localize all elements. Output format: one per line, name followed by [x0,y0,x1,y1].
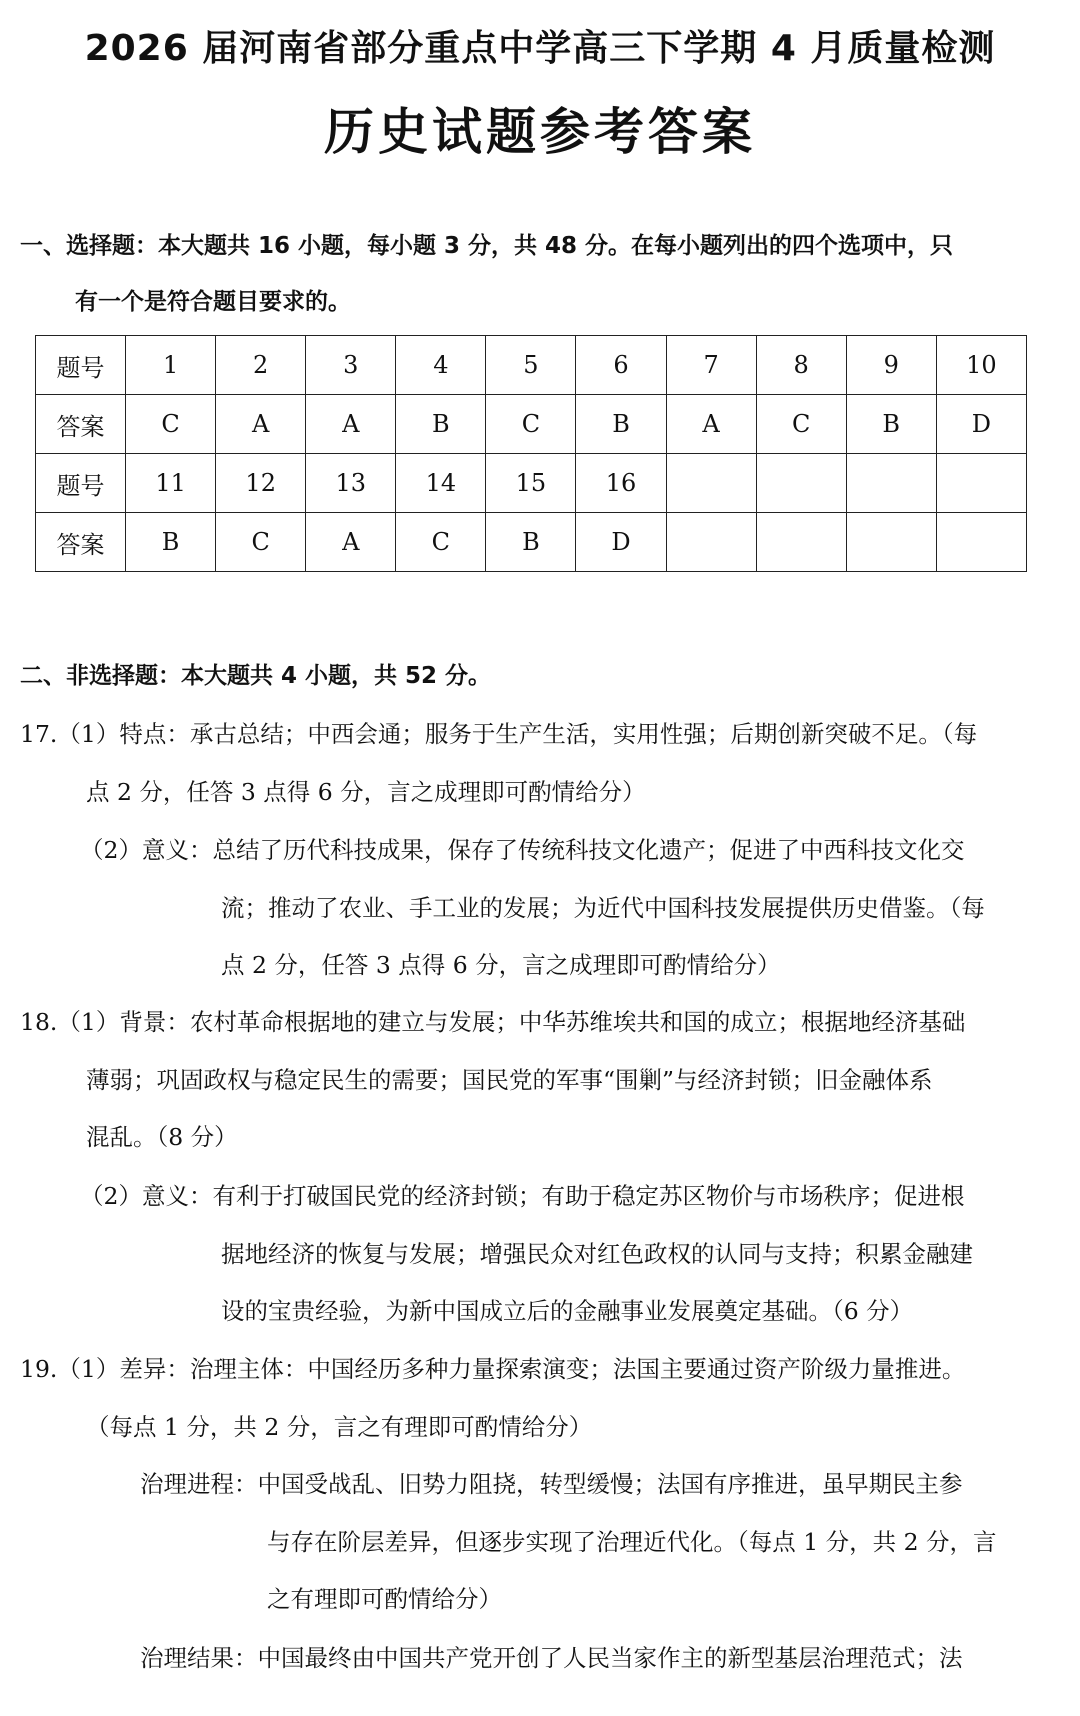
answer-cell: A [666,395,756,454]
q19-part3 [140,1630,963,1688]
q17-part1-line1: 17.（1）特点：承古总结；中西会通；服务于生产生活，实用性强；后期创新突破不足。（每 [20,720,978,748]
q17-part2-line1: （2）意义：总结了历代科技成果，保存了传统科技文化遗产；促进了中西科技文化交 [80,836,965,864]
answer-cell: C [216,513,306,572]
table-row-answers-2 [36,513,1027,572]
question-number: 16 [576,454,666,513]
empty-cell [756,513,846,572]
question-number: 9 [846,336,936,395]
question-number: 14 [396,454,486,513]
answer-cell: B [846,395,936,454]
row-label: 题号 [36,454,126,513]
question-number: 11 [126,454,216,513]
q18-part2-line1: （2）意义：有利于打破国民党的经济封锁；有助于稳定苏区物价与市场秩序；促进根 [80,1182,965,1210]
empty-cell [846,454,936,513]
empty-cell [756,454,846,513]
document-title: 历史试题参考答案 [324,103,756,161]
exam-title: 2026 届河南省部分重点中学高三下学期 4 月质量检测 [84,28,996,69]
answer-cell: B [396,395,486,454]
q17-part2 [80,822,985,995]
answer-cell: B [576,395,666,454]
empty-cell [666,454,756,513]
answer-cell: A [306,395,396,454]
answer-cell: B [486,513,576,572]
question-number: 15 [486,454,576,513]
q18-part2-line3: 设的宝贵经验，为新中国成立后的金融事业发展奠定基础。（6 分） [221,1297,914,1325]
question-number: 3 [306,336,396,395]
q18-part1-line2: 薄弱；巩固政权与稳定民生的需要；国民党的军事“围剿”与经济封锁；旧金融体系 [86,1065,933,1094]
answer-cell: C [396,513,486,572]
question-number: 10 [936,336,1026,395]
q17-part1 [20,706,977,821]
q19-part2-line1: 治理进程：中国受战乱、旧势力阻挠，转型缓慢；法国有序推进，虽早期民主参 [140,1470,963,1498]
q19-part2-line3: 之有理即可酌情给分） [267,1585,502,1613]
answer-table [35,335,1027,572]
answer-cell: D [576,513,666,572]
row-label: 答案 [36,395,126,454]
empty-cell [936,454,1026,513]
q18-part1 [20,994,965,1167]
q18-part2 [80,1168,973,1341]
answer-cell: C [126,395,216,454]
question-number: 8 [756,336,846,395]
q17-part2-line2: 流；推动了农业、手工业的发展；为近代中国科技发展提供历史借鉴。（每 [221,893,985,922]
empty-cell [666,513,756,572]
q18-part1-line1: 18.（1）背景：农村革命根据地的建立与发展；中华苏维埃共和国的成立；根据地经济基础 [20,1008,966,1036]
q18-part2-line2: 据地经济的恢复与发展；增强民众对红色政权的认同与支持；积累金融建 [221,1239,973,1268]
section1-heading-line1: 一、选择题：本大题共 16 小题，每小题 3 分，共 48 分。在每小题列出的四个选项中，只 [20,233,954,259]
row-label: 答案 [36,513,126,572]
q19-part1-line2: （每点 1 分，共 2 分，言之有理即可酌情给分） [86,1412,593,1441]
empty-cell [846,513,936,572]
answer-cell: C [756,395,846,454]
answer-cell: A [216,395,306,454]
empty-cell [936,513,1026,572]
q18-part1-line3: 混乱。（8 分） [86,1123,238,1151]
question-number: 4 [396,336,486,395]
q19-part2 [140,1456,997,1629]
q19-part1 [20,1341,965,1456]
table-row-answers-1 [36,395,1027,454]
table-row-numbers-2 [36,454,1027,513]
q17-part2-line3: 点 2 分，任答 3 点得 6 分，言之成理即可酌情给分） [221,951,781,979]
question-number: 1 [126,336,216,395]
question-number: 13 [306,454,396,513]
question-number: 12 [216,454,306,513]
q19-part1-line1: 19.（1）差异：治理主体：中国经历多种力量探索演变；法国主要通过资产阶级力量推进。 [20,1355,966,1383]
table-row-numbers-1 [36,336,1027,395]
answer-cell: C [486,395,576,454]
answer-cell: B [126,513,216,572]
question-number: 6 [576,336,666,395]
section1-heading-line2: 有一个是符合题目要求的。 [75,289,351,315]
section2-heading: 二、非选择题：本大题共 4 小题，共 52 分。 [20,663,492,689]
row-label: 题号 [36,336,126,395]
answer-cell: D [936,395,1026,454]
q17-part1-line2: 点 2 分，任答 3 点得 6 分，言之成理即可酌情给分） [86,777,646,806]
question-number: 7 [666,336,756,395]
q19-part3-line1: 治理结果：中国最终由中国共产党开创了人民当家作主的新型基层治理范式；法 [140,1644,963,1672]
answer-cell: A [306,513,396,572]
q19-part2-line2: 与存在阶层差异，但逐步实现了治理近代化。（每点 1 分，共 2 分，言 [267,1527,997,1556]
question-number: 5 [486,336,576,395]
section1-heading [20,218,1060,330]
question-number: 2 [216,336,306,395]
